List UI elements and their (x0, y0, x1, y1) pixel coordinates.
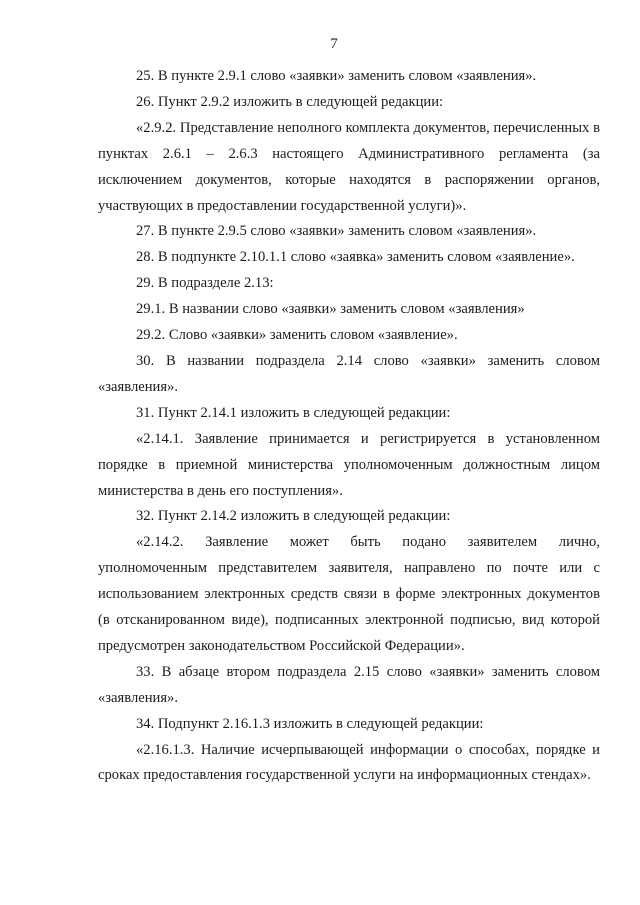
page-number: 7 (330, 36, 338, 52)
paragraph-28: 28. В подпункте 2.10.1.1 слово «заявка» заменить словом «заявление». (136, 249, 575, 266)
quote-2-14-1: «2.14.1. Заявление принимается и регистрируется в установленном порядке в приемной министерства уполномоченным должностным лицом министерства в день его поступления». (98, 430, 600, 499)
paragraph-27: 27. В пункте 2.9.5 слово «заявки» заменить словом «заявления». (136, 223, 537, 240)
paragraph-29-2: 29.2. Слово «заявки» заменить словом «заявление». (136, 327, 458, 344)
paragraph-25: 25. В пункте 2.9.1 слово «заявки» заменить словом «заявления». (136, 68, 537, 84)
paragraph-33: 33. В абзаце втором подраздела 2.15 слово «заявки» заменить словом «заявления». (98, 663, 600, 706)
paragraph-31: 31. Пункт 2.14.1 изложить в следующей редакции: (136, 404, 451, 421)
quote-2-14-2: «2.14.2. Заявление может быть подано заявителем лично, уполномоченным представителем заявителя, направлено по почте или с использованием электронных средств связи в форме электронных документов (в отсканированном виде), подписанных электронной подписью, вид которой предусмотрен законодательством Российской Федерации». (98, 534, 600, 654)
paragraph-32: 32. Пункт 2.14.2 изложить в следующей редакции: (136, 508, 451, 525)
paragraph-30: 30. В названии подраздела 2.14 слово «заявки» заменить словом «заявления». (98, 352, 600, 395)
paragraph-26: 26. Пункт 2.9.2 изложить в следующей редакции: (136, 93, 444, 110)
quote-2-16-1-3: «2.16.1.3. Наличие исчерпывающей информации о способах, порядке и сроках предоставления государственной услуги на информационных стендах». (98, 741, 600, 784)
paragraph-34: 34. Подпункт 2.16.1.3 изложить в следующей редакции: (136, 715, 484, 732)
paragraph-29: 29. В подразделе 2.13: (136, 275, 274, 292)
paragraph-29-1: 29.1. В названии слово «заявки» заменить словом «заявления» (136, 301, 525, 318)
document-body (98, 64, 600, 789)
quote-2-9-2: «2.9.2. Представление неполного комплекта документов, перечисленных в пунктах 2.6.1 – 2.6.3 настоящего Административного регламента (за исключением документов, которые находятся в распоряжении органов, участвующих в предоставлении государственной услуги)». (98, 119, 600, 214)
